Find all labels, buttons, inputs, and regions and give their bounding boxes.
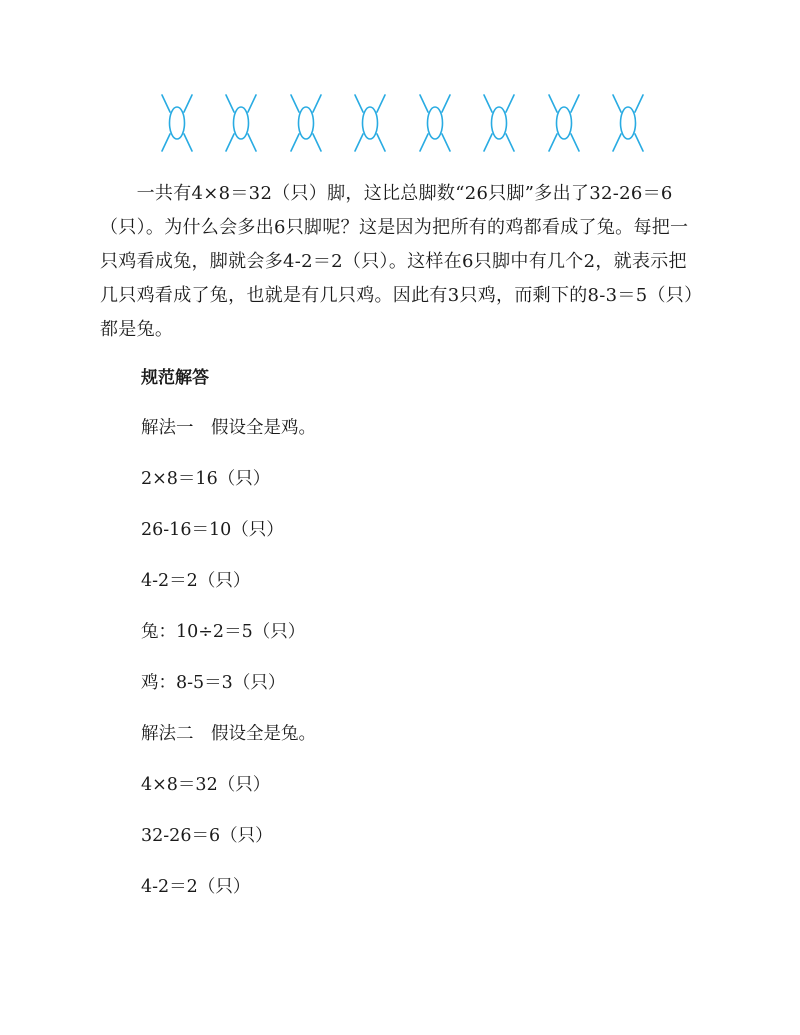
solution-line: 26-16＝10（只） [141,520,284,540]
solution-line: 4×8＝32（只） [141,775,271,795]
solution-line: 32-26＝6（只） [141,826,273,846]
solution-lines [141,416,316,926]
rabbit-outline-icon [547,92,581,154]
solution-line: 4-2＝2（只） [141,571,251,591]
explanation-paragraph: 一共有4×8＝32（只）脚，这比总脚数“26只脚”多出了32-26＝6（只）。为什么会多出6只脚呢？这是因为把所有的鸡都看成了兔。每把一只鸡看成兔，脚就会多4-2＝2（只）。这样在6只脚中有几个2，就表示把几只鸡看成了兔，也就是有几只鸡。因此有3只鸡，而剩下的8-3＝5（只）都是兔。 [100,183,694,340]
rabbit-outline-icon [418,92,452,154]
solution-line: 4-2＝2（只） [141,877,251,897]
rabbit-outline-icon [482,92,516,154]
rabbit-outline-icon [353,92,387,154]
solution-line: 兔：10÷2＝5（只） [141,622,306,642]
section-heading: 规范解答 [141,368,209,388]
solution-line: 解法二 假设全是兔。 [141,724,316,744]
rabbit-figure-row [160,92,645,154]
solution-line: 鸡：8-5＝3（只） [141,673,286,693]
solution-line: 2×8＝16（只） [141,469,271,489]
solution-line: 解法一 假设全是鸡。 [141,418,316,438]
rabbit-outline-icon [224,92,258,154]
rabbit-outline-icon [289,92,323,154]
rabbit-outline-icon [160,92,194,154]
rabbit-outline-icon [611,92,645,154]
